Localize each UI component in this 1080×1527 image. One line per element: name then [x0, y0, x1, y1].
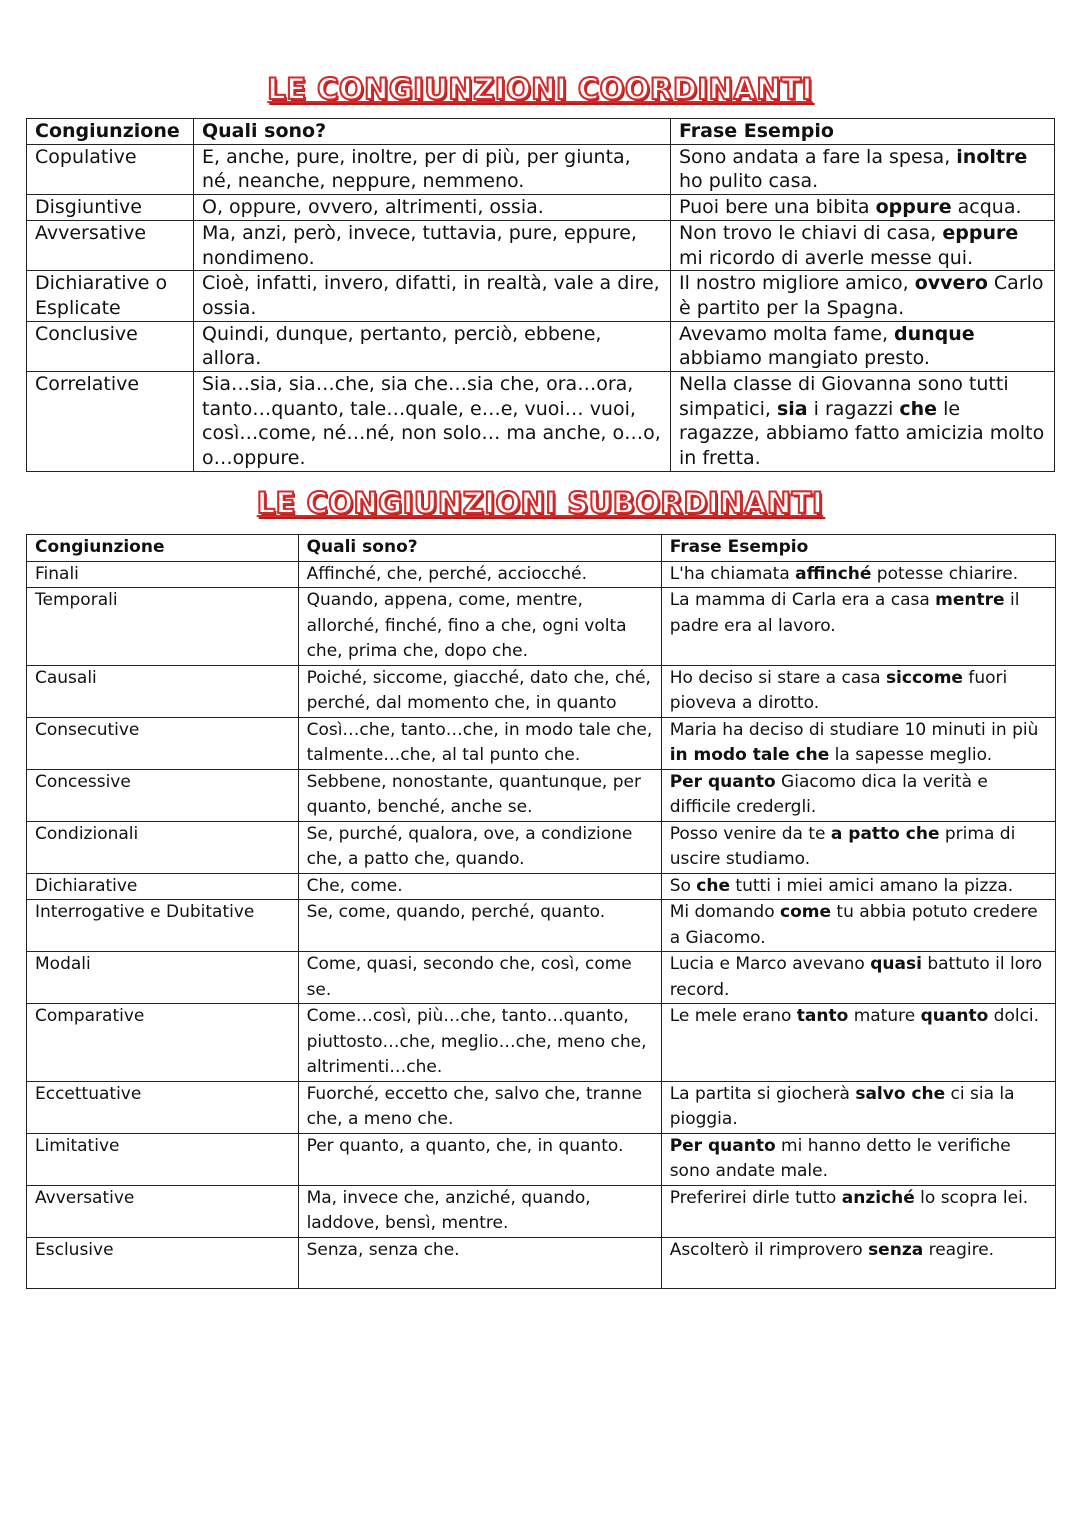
table-row — [27, 1237, 1056, 1288]
example-keyword: come — [780, 902, 832, 922]
example-text: battuto il loro record. — [669, 954, 1043, 1000]
conjunction-type: Avversative — [27, 1185, 299, 1237]
table-row — [27, 195, 1055, 221]
example-text: Avevamo molta fame, — [679, 322, 895, 345]
conjunction-list: Poiché, siccome, giacché, dato che, ché, perché, dal momento che, in quanto — [298, 665, 661, 717]
table-row — [27, 588, 1056, 666]
table-row — [27, 1004, 1056, 1082]
example-sentence — [661, 1081, 1055, 1133]
example-text: dolci. — [988, 1006, 1040, 1026]
conjunction-type: Disgiuntive — [27, 195, 194, 221]
example-sentence — [661, 1133, 1055, 1185]
example-keyword: anziché — [841, 1187, 915, 1208]
example-text: Carlo è partito per la Spagna. — [679, 272, 1044, 319]
table-row — [27, 665, 1056, 717]
example-text: tu abbia potuto credere a Giacomo. — [669, 902, 1038, 948]
example-text: acqua. — [951, 196, 1022, 219]
conjunction-type: Dichiarative — [27, 873, 299, 900]
conjunction-list: Così…che, tanto…che, in modo tale che, talmente…che, al tal punto che. — [298, 717, 661, 769]
conjunction-list: Ma, invece che, anziché, quando, laddove, bensì, mentre. — [298, 1185, 661, 1237]
example-text: La partita si giocherà — [669, 1083, 856, 1104]
example-sentence — [661, 1185, 1055, 1237]
header-quali-sono: Quali sono? — [298, 535, 661, 562]
example-text: Le mele erano — [669, 1006, 797, 1026]
header-congiunzione: Congiunzione — [27, 119, 194, 145]
title-subordinanti: LE CONGIUNZIONI SUBORDINANTI — [256, 486, 824, 520]
conjunction-list: Se, purché, qualora, ove, a condizione che, a patto che, quando. — [298, 821, 661, 873]
example-text: Giacomo dica la verità e difficile credergli. — [669, 771, 988, 817]
conjunction-type: Modali — [27, 952, 299, 1004]
table-coordinanti — [26, 118, 1055, 472]
example-keyword: Per quanto — [669, 1135, 776, 1156]
conjunction-list: Sia…sia, sia…che, sia che…sia che, ora…ora, tanto…quanto, tale…quale, e…e, vuoi… vuoi, così…come, né…né, non solo… ma anche, o…o, o…oppure. — [194, 372, 671, 472]
example-text: Nella classe di Giovanna sono tutti simpatici, — [679, 373, 1009, 420]
header-frase-esempio: Frase Esempio — [661, 535, 1055, 562]
conjunction-list: Per quanto, a quanto, che, in quanto. — [298, 1133, 661, 1185]
conjunction-list: O, oppure, ovvero, altrimenti, ossia. — [194, 195, 671, 221]
example-keyword: mentre — [935, 590, 1005, 610]
example-sentence — [661, 717, 1055, 769]
example-text: ho pulito casa. — [679, 170, 819, 193]
example-text: Puoi bere una bibita — [679, 196, 876, 219]
example-keyword: in modo tale che — [669, 745, 830, 765]
conjunction-type: Finali — [27, 561, 299, 588]
table-row — [27, 821, 1056, 873]
example-keyword: dunque — [894, 322, 975, 345]
conjunction-list: Come…così, più…che, tanto…quanto, piuttosto…che, meglio…che, meno che, altrimenti…che. — [298, 1004, 661, 1082]
example-keyword: affinché — [795, 563, 872, 584]
table-row — [27, 1081, 1056, 1133]
example-text: reagire. — [923, 1239, 995, 1260]
example-sentence — [661, 952, 1055, 1004]
example-sentence — [661, 665, 1055, 717]
example-keyword: inoltre — [956, 145, 1028, 168]
example-text: Preferirei dirle tutto — [669, 1187, 842, 1208]
conjunction-list: Se, come, quando, perché, quanto. — [298, 900, 661, 952]
example-sentence — [661, 1004, 1055, 1082]
example-sentence — [671, 220, 1055, 270]
example-keyword: che — [696, 875, 731, 896]
example-sentence — [671, 321, 1055, 371]
table-row — [27, 717, 1056, 769]
table-row — [27, 372, 1055, 472]
conjunction-type: Limitative — [27, 1133, 299, 1185]
example-text: le ragazze, abbiamo fatto amicizia molto in fretta. — [679, 397, 1045, 470]
table-row — [27, 271, 1055, 321]
conjunction-type: Correlative — [27, 372, 194, 472]
conjunction-list: Affinché, che, perché, acciocché. — [298, 561, 661, 588]
example-text: potesse chiarire. — [871, 563, 1019, 584]
table-row — [27, 1133, 1056, 1185]
conjunction-list: Quando, appena, come, mentre, allorché, finché, fino a che, ogni volta che, prima che, dopo che. — [298, 588, 661, 666]
example-text: ci sia la pioggia. — [669, 1083, 1015, 1129]
conjunction-list: Come, quasi, secondo che, così, come se. — [298, 952, 661, 1004]
example-text: prima di uscire studiamo. — [669, 823, 1016, 869]
example-sentence — [661, 873, 1055, 900]
example-text: la sapesse meglio. — [829, 745, 993, 765]
example-keyword: senza — [868, 1239, 924, 1260]
title-coordinanti: LE CONGIUNZIONI COORDINANTI — [267, 72, 813, 106]
table-row — [27, 321, 1055, 371]
example-keyword: quasi — [870, 954, 922, 974]
conjunction-type: Conclusive — [27, 321, 194, 371]
conjunction-list: Ma, anzi, però, invece, tuttavia, pure, eppure, nondimeno. — [194, 220, 671, 270]
header-frase-esempio: Frase Esempio — [671, 119, 1055, 145]
example-sentence — [671, 372, 1055, 472]
example-keyword: oppure — [875, 196, 952, 219]
example-text: Ascolterò il rimprovero — [669, 1239, 869, 1260]
conjunction-list: Senza, senza che. — [298, 1237, 661, 1288]
table-row — [27, 220, 1055, 270]
example-keyword: eppure — [942, 221, 1019, 244]
table-header-row — [27, 119, 1055, 145]
example-text: abbiamo mangiato presto. — [679, 347, 930, 370]
example-text: tutti i miei amici amano la pizza. — [730, 875, 1014, 896]
example-sentence — [671, 271, 1055, 321]
header-congiunzione: Congiunzione — [27, 535, 299, 562]
example-text: Posso venire da te — [669, 823, 831, 844]
conjunction-type: Copulative — [27, 144, 194, 194]
example-keyword: sia — [776, 397, 808, 420]
conjunction-type: Avversative — [27, 220, 194, 270]
example-keyword: siccome — [885, 667, 963, 688]
example-text: mature — [848, 1006, 921, 1026]
table-header-row — [27, 535, 1056, 562]
example-sentence — [661, 900, 1055, 952]
example-sentence — [661, 561, 1055, 588]
conjunction-type: Condizionali — [27, 821, 299, 873]
conjunction-list: Cioè, infatti, invero, difatti, in realtà, vale a dire, ossia. — [194, 271, 671, 321]
conjunction-type: Eccettuative — [27, 1081, 299, 1133]
conjunction-type: Concessive — [27, 769, 299, 821]
table-row — [27, 873, 1056, 900]
example-text: Lucia e Marco avevano — [669, 954, 871, 974]
table-row — [27, 1185, 1056, 1237]
conjunction-type: Consecutive — [27, 717, 299, 769]
example-text: Ho deciso si stare a casa — [669, 667, 886, 688]
example-text: il padre era al lavoro. — [669, 590, 1020, 636]
example-keyword: Per quanto — [669, 771, 776, 792]
conjunction-type: Comparative — [27, 1004, 299, 1082]
example-text: mi hanno detto le verifiche sono andate male. — [669, 1135, 1011, 1181]
conjunction-type: Esclusive — [27, 1237, 299, 1288]
example-sentence — [661, 821, 1055, 873]
conjunction-list: Che, come. — [298, 873, 661, 900]
conjunction-type: Temporali — [27, 588, 299, 666]
table-row — [27, 952, 1056, 1004]
example-text: L'ha chiamata — [669, 563, 796, 584]
example-keyword: quanto — [920, 1006, 989, 1026]
example-text: So — [669, 875, 697, 896]
example-keyword: tanto — [796, 1006, 849, 1026]
conjunction-type: Causali — [27, 665, 299, 717]
table-row — [27, 561, 1056, 588]
example-text: La mamma di Carla era a casa — [669, 590, 936, 610]
example-keyword: salvo che — [855, 1083, 946, 1104]
example-text: fuori pioveva a dirotto. — [669, 667, 1008, 713]
conjunction-list: Sebbene, nonostante, quantunque, per quanto, benché, anche se. — [298, 769, 661, 821]
example-text: Maria ha deciso di studiare 10 minuti in più — [669, 719, 1039, 740]
conjunction-type: Interrogative e Dubitative — [27, 900, 299, 952]
table-row — [27, 900, 1056, 952]
example-text: Non trovo le chiavi di casa, — [679, 221, 943, 244]
conjunction-type: Dichiarative o Esplicate — [27, 271, 194, 321]
example-sentence — [661, 769, 1055, 821]
header-quali-sono: Quali sono? — [194, 119, 671, 145]
example-keyword: che — [899, 397, 938, 420]
example-text: Il nostro migliore amico, — [679, 272, 915, 295]
example-text: lo scopra lei. — [914, 1187, 1029, 1208]
example-keyword: a patto che — [830, 823, 940, 844]
table-row — [27, 769, 1056, 821]
conjunction-list: Fuorché, eccetto che, salvo che, tranne che, a meno che. — [298, 1081, 661, 1133]
example-sentence — [671, 144, 1055, 194]
conjunction-list: Quindi, dunque, pertanto, perciò, ebbene, allora. — [194, 321, 671, 371]
example-sentence — [671, 195, 1055, 221]
example-text: Mi domando — [669, 902, 781, 922]
example-text: Sono andata a fare la spesa, — [679, 145, 957, 168]
conjunction-list: E, anche, pure, inoltre, per di più, per giunta, né, neanche, neppure, nemmeno. — [194, 144, 671, 194]
example-sentence — [661, 1237, 1055, 1288]
example-text: mi ricordo di averle messe qui. — [679, 246, 974, 269]
example-text: i ragazzi — [807, 397, 900, 420]
example-sentence — [661, 588, 1055, 666]
table-row — [27, 144, 1055, 194]
example-keyword: ovvero — [914, 272, 988, 295]
table-subordinanti — [26, 534, 1056, 1289]
